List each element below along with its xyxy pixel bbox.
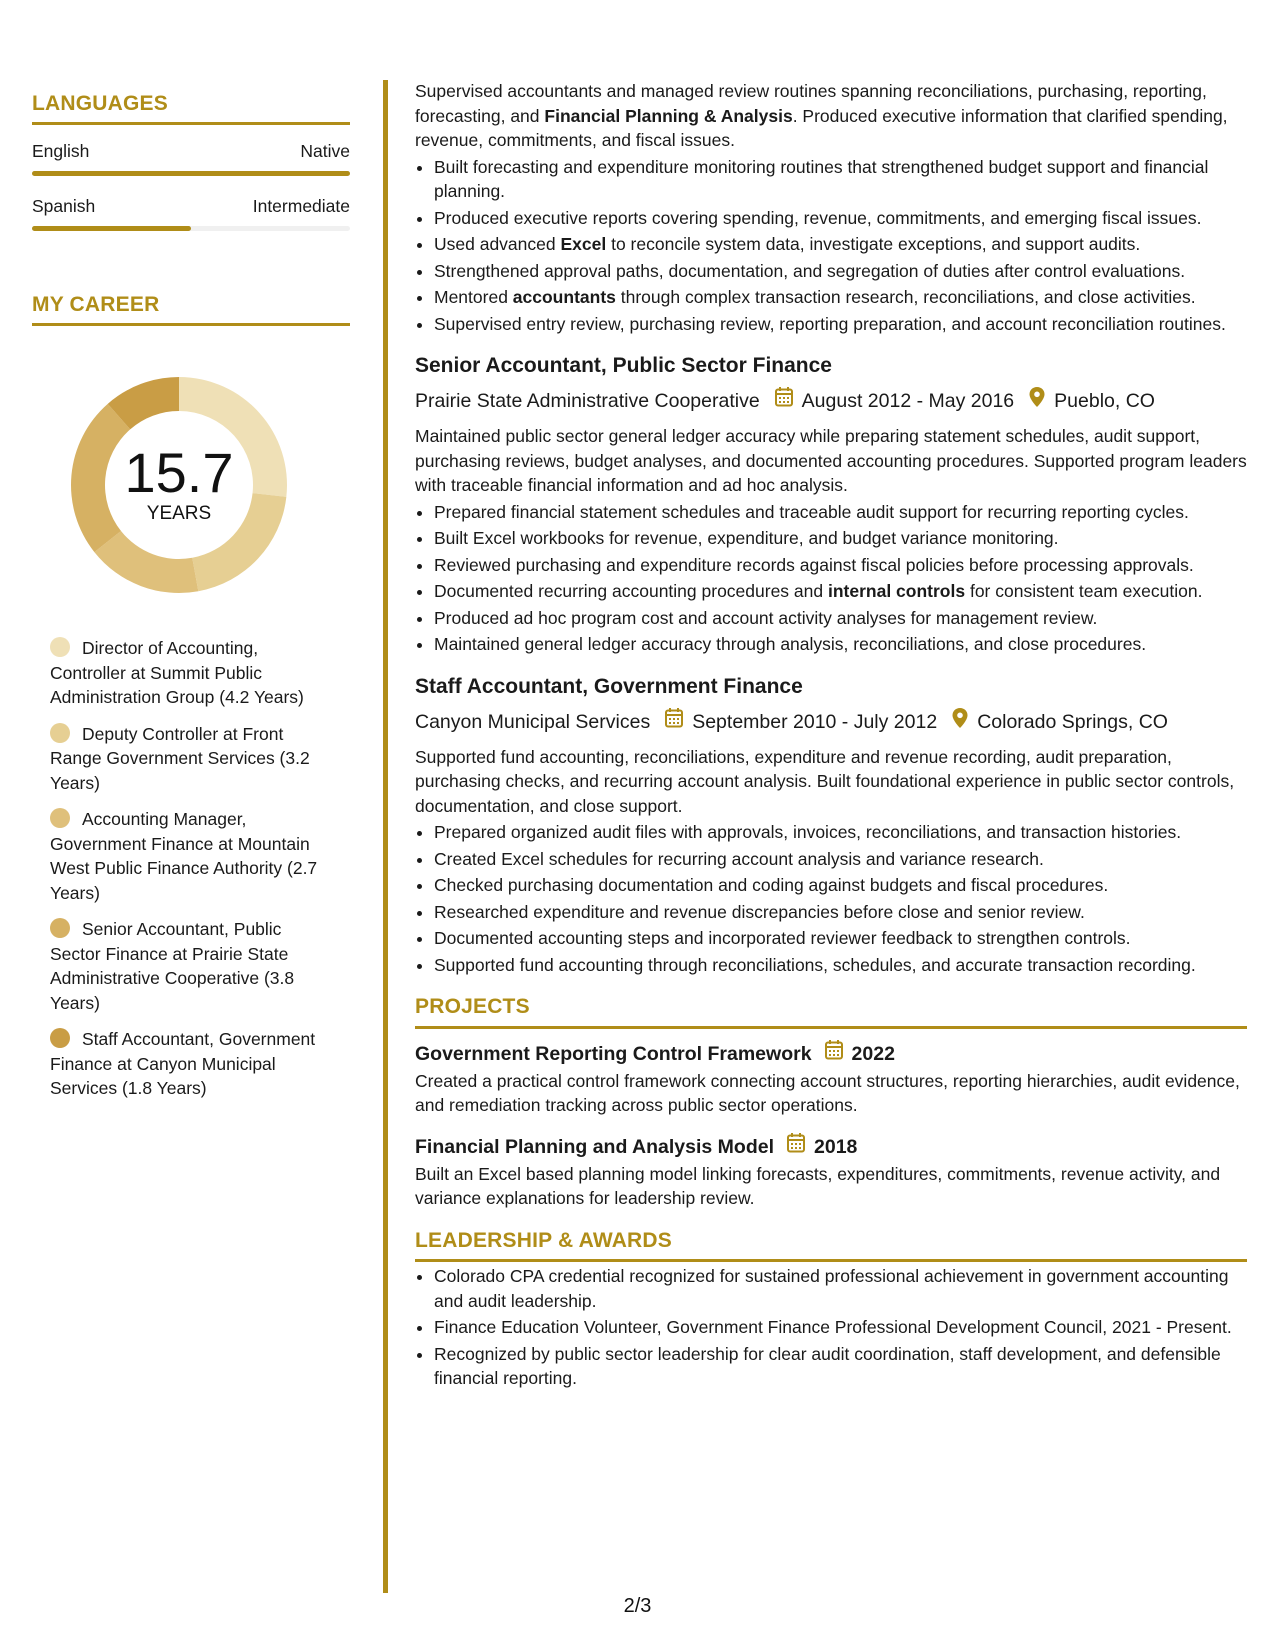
- bullet-item: • Produced executive reports covering spending, revenue, commitments, and emerging fiscal issues.: [434, 206, 1247, 231]
- bullet-item: [434, 285, 1247, 310]
- job-dates: September 2010 - July 2012: [692, 710, 938, 733]
- job-title: Staff Accountant, Government Finance: [415, 674, 803, 698]
- language-bar-fill: [32, 171, 350, 176]
- column-divider: [383, 80, 388, 1593]
- languages-title: LANGUAGES: [32, 92, 350, 125]
- career-legend-label: Deputy Controller at Front Range Government Services (3.2 Years): [50, 723, 310, 793]
- bullet-item: • Colorado CPA credential recognized for sustained professional achievement in government accounting and audit leadership.: [434, 1264, 1247, 1313]
- bullet-text: Mentored: [434, 287, 513, 307]
- job-location: Pueblo, CO: [1054, 390, 1155, 412]
- awards-title: LEADERSHIP & AWARDS: [415, 1229, 1247, 1263]
- project-description: Created a practical control framework connecting account structures, reporting hierarchies, audit evidence, and remediation tracking across public sector operations.: [415, 1070, 1240, 1115]
- bullet-item: • Researched expenditure and revenue discrepancies before close and senior review.: [434, 900, 1247, 925]
- project-entry: [415, 1132, 1247, 1211]
- career-legend-item: [50, 636, 330, 710]
- bullet-item: • Finance Education Volunteer, Government Finance Professional Development Council, 2021 - Present.: [434, 1315, 1247, 1340]
- main-content: [415, 79, 1247, 1393]
- bullet-emphasis: accountants: [512, 287, 616, 307]
- bullet-item: • Produced ad hoc program cost and account activity analyses for management review.: [434, 606, 1247, 631]
- career-legend-item: [50, 722, 330, 796]
- bullet-item: • Created Excel schedules for recurring account analysis and variance research.: [434, 847, 1247, 872]
- bullet-text: for consistent team execution.: [965, 581, 1203, 601]
- language-item: [32, 139, 350, 176]
- bullet-item: • Maintained general ledger accuracy through analysis, reconciliations, and close procedures.: [434, 632, 1247, 657]
- role-bullets: [415, 155, 1247, 337]
- project-year: 2018: [814, 1135, 858, 1158]
- career-legend-label: Senior Accountant, Public Sector Finance at Prairie State Administrative Cooperative (3.8 Years): [50, 919, 295, 1013]
- bullet-text: Documented recurring accounting procedures and: [434, 581, 828, 601]
- projects-title: PROJECTS: [415, 995, 1247, 1029]
- language-bar: [32, 226, 350, 231]
- map-pin-icon: [951, 707, 969, 737]
- role-summary: Supervised accountants and managed review routines spanning reconciliations, purchasing, reporting, forecasting, and Financial Planning & Analysis. Produced executive information that clarified spending, revenue, commitments, and fiscal issues.: [415, 81, 1228, 150]
- bullet-item: • Strengthened approval paths, documentation, and segregation of duties after control evaluations.: [434, 259, 1247, 284]
- awards-list: [415, 1264, 1247, 1391]
- bullet-item: • Prepared financial statement schedules and traceable audit support for recurring reporting cycles.: [434, 500, 1247, 525]
- language-level: Native: [300, 141, 350, 161]
- language-bar: [32, 171, 350, 176]
- calendar-icon: [786, 1132, 806, 1162]
- language-list: [32, 139, 350, 231]
- calendar-icon: [664, 707, 684, 737]
- career-total-unit: YEARS: [146, 503, 212, 524]
- bullet-item: • Supported fund accounting through reconciliations, schedules, and accurate transaction recording.: [434, 953, 1247, 978]
- job-company: Canyon Municipal Services: [415, 710, 651, 733]
- bullet-emphasis: internal controls: [827, 581, 966, 601]
- bullet-item: • Built Excel workbooks for revenue, expenditure, and budget variance monitoring.: [434, 526, 1247, 551]
- language-name: English: [32, 141, 90, 161]
- sidebar: [32, 92, 350, 1113]
- job-location: Colorado Springs, CO: [977, 710, 1168, 733]
- project-description: Built an Excel based planning model linking forecasts, expenditures, commitments, revenue activity, and variance explanations for leadership review.: [415, 1163, 1221, 1208]
- bullet-emphasis: Excel: [560, 234, 607, 254]
- page-number: 2/3: [623, 1595, 652, 1617]
- bullet-item: • Recognized by public sector leadership for clear audit coordination, staff development, and defensible financial reporting.: [434, 1342, 1247, 1391]
- bullet-item: • Prepared organized audit files with approvals, invoices, reconciliations, and transaction histories.: [434, 820, 1247, 845]
- career-legend-label: Director of Accounting, Controller at Summit Public Administration Group (4.2 Years): [50, 638, 304, 707]
- legend-dot-icon: [50, 723, 70, 743]
- bullet-item: • Built forecasting and expenditure monitoring routines that strengthened budget support and financial planning.: [434, 155, 1247, 204]
- career-legend-label: Staff Accountant, Government Finance at Canyon Municipal Services (1.8 Years): [50, 1029, 316, 1098]
- project-list: [415, 1039, 1247, 1211]
- project-title: Government Reporting Control Framework: [415, 1042, 812, 1065]
- job-bullets: [415, 820, 1247, 977]
- legend-dot-icon: [50, 808, 70, 828]
- project-year: 2022: [851, 1042, 895, 1065]
- language-level: Intermediate: [252, 196, 350, 216]
- career-title: MY CAREER: [32, 293, 350, 326]
- job-bullets: [415, 500, 1247, 657]
- map-pin-icon: [1028, 386, 1046, 416]
- job-summary: Supported fund accounting, reconciliations, expenditure and revenue recording, audit preparation, purchasing checks, and recurring account analysis. Built foundational experience in public sector controls, documentation, and close support.: [415, 746, 1235, 816]
- bullet-item: [434, 232, 1247, 257]
- job-list: [415, 352, 1247, 977]
- bullet-item: • Reviewed purchasing and expenditure records against fiscal policies before processing approvals.: [434, 553, 1247, 578]
- job-entry: [415, 673, 1247, 978]
- job-title: Senior Accountant, Public Sector Finance: [415, 354, 832, 377]
- bullet-text: to reconcile system data, investigate exceptions, and support audits.: [606, 234, 1141, 254]
- job-dates: August 2012 - May 2016: [801, 390, 1015, 412]
- bullet-item: [434, 579, 1247, 604]
- career-total-value: 15.7: [124, 441, 234, 504]
- job-company: Prairie State Administrative Cooperative: [415, 390, 760, 412]
- career-legend-item: [50, 917, 330, 1015]
- language-item: [32, 194, 350, 231]
- calendar-icon: [774, 386, 794, 416]
- project-title: Financial Planning and Analysis Model: [415, 1135, 775, 1158]
- job-entry: [415, 352, 1247, 657]
- bullet-item: • Documented accounting steps and incorporated reviewer feedback to strengthen controls.: [434, 926, 1247, 951]
- legend-dot-icon: [50, 637, 70, 657]
- bullet-text: through complex transaction research, reconciliations, and close activities.: [615, 287, 1196, 307]
- calendar-icon: [824, 1039, 844, 1069]
- legend-dot-icon: [50, 918, 70, 938]
- job-meta: [415, 386, 1247, 416]
- project-entry: [415, 1039, 1247, 1118]
- bullet-item: • Supervised entry review, purchasing review, reporting preparation, and account reconciliation routines.: [434, 312, 1247, 337]
- language-bar-fill: [32, 226, 191, 231]
- legend-dot-icon: [50, 1028, 70, 1048]
- project-header: [415, 1039, 1247, 1069]
- career-legend: [32, 636, 350, 1101]
- career-legend-item: [50, 1027, 330, 1101]
- language-name: Spanish: [32, 196, 96, 216]
- job-meta: [415, 707, 1247, 737]
- career-legend-label: Accounting Manager, Government Finance at Mountain West Public Finance Authority (2.7 Years): [50, 809, 318, 903]
- current-role-details: [415, 79, 1247, 336]
- project-header: [415, 1132, 1247, 1162]
- bullet-item: • Checked purchasing documentation and coding against budgets and fiscal procedures.: [434, 873, 1247, 898]
- bullet-text: Used advanced: [434, 234, 561, 254]
- career-legend-item: [50, 807, 330, 905]
- job-summary: Maintained public sector general ledger accuracy while preparing statement schedules, audit support, purchasing reviews, budget analyses, and documented accounting procedures. Supported program leaders with traceable financial information and ad hoc analysis.: [415, 426, 1247, 495]
- career-donut: [64, 370, 294, 600]
